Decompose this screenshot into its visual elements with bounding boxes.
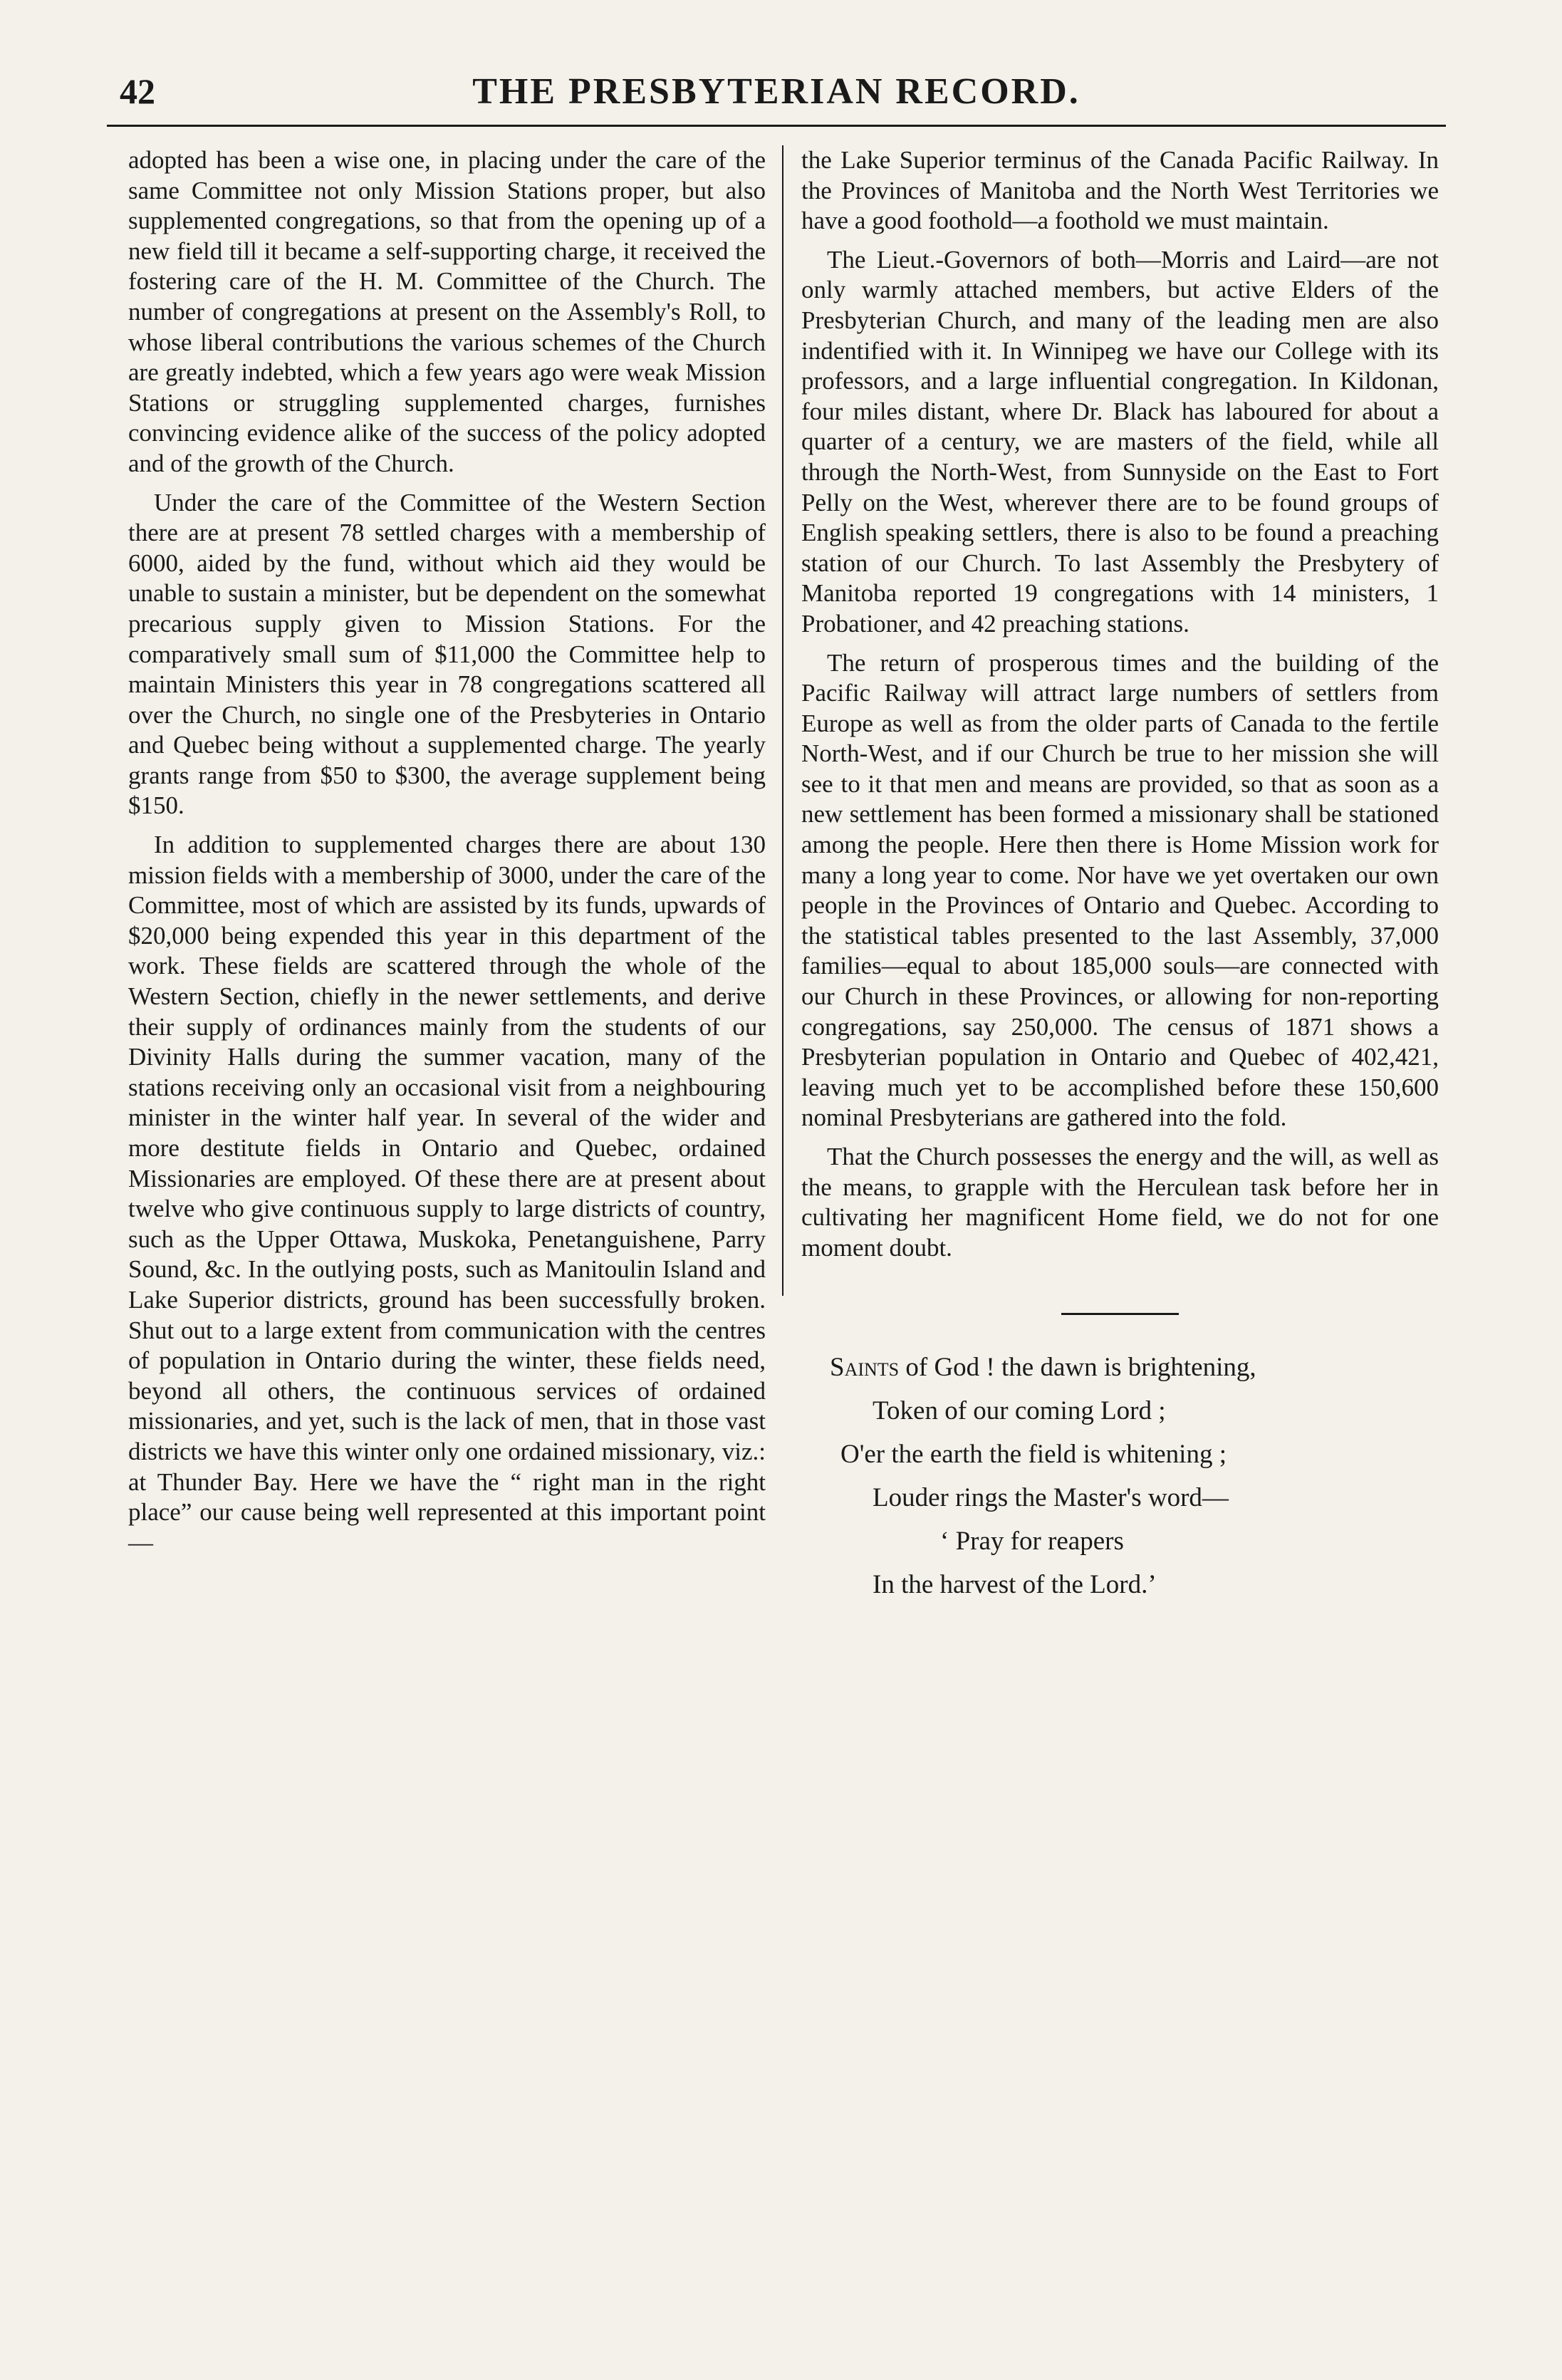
poem-line: In the harvest of the Lord.’: [873, 1570, 1157, 1600]
journal-page: [107, 68, 1446, 2319]
column-rule: [782, 145, 783, 1296]
paragraph: adopted has been a wise one, in placing under the care of the same Committee not only Mission Stations proper, but also supplemented congregations, so that from the opening up of a new field till it became a self-supporting charge, it received the fostering care of the H. M. Committee of the Church. The number of congregations at present on the Assembly's Roll, to whose liberal contributions the various schemes of the Church are greatly indebted, which a few years ago were weak Mission Stations or struggling supplemented charges, furnishes convincing evidence alike of the success of the policy adopted and of the growth of the Church.: [128, 146, 766, 477]
left-column: [128, 145, 766, 1566]
page-number: 42: [120, 71, 155, 111]
paragraph: The return of prosperous times and the building of the Pacific Railway will attract large numbers of settlers from Europe as well as from the older parts of Canada to the fertile North-West, and if our Church be true to her mission she will see to it that men and means are provided, so that as soon as a new settlement has been formed a missionary shall be stationed among the people. Here then there is Home Mission work for many a long year to come. Nor have we yet overtaken our own people in the Provinces of Ontario and Quebec. According to the statistical tables presented to the last Assembly, 37,000 families—equal to about 185,000 souls—are connected with our Church in these Provinces, or allowing for non-reporting congregations, say 250,000. The census of 1871 shows a Presbyterian population in Ontario and Quebec of 402,421, leaving much yet to be accomplished before these 150,600 nominal Presbyterians are gathered into the fold.: [801, 648, 1439, 1132]
right-column: [801, 145, 1439, 1613]
paragraph: Under the care of the Committee of the Western Section there are at present 78 settled charges with a membership of 6000, aided by the fund, without which aid they would be unable to sustain a minister, but be dependent on the somewhat precarious supply given to Mission Stations. For the comparatively small sum of $11,000 the Committee help to maintain Ministers this year in 78 congregations scattered all over the Church, no single one of the Presbyteries in Ontario and Quebec being without a supplemented charge. The yearly grants range from $50 to $300, the average supplement being $150.: [128, 488, 766, 820]
poem-line: Louder rings the Master's word—: [873, 1483, 1229, 1513]
page-header: [107, 68, 1446, 127]
poem-line: [801, 1352, 1439, 1383]
poem-line: Token of our coming Lord ;: [873, 1396, 1166, 1426]
poem-line: ‘ Pray for reapers: [940, 1527, 1124, 1557]
poem: [801, 1352, 1439, 1600]
paragraph: The Lieut.-Governors of both—Morris and Laird—are not only warmly attached members, but active Elders of the Presbyterian Church, and many of the leading men are also indentified with it. In Winnipeg we have our College with its professors, and a large influential congregation. In Kildonan, four miles distant, where Dr. Black has laboured for about a quarter of a century, we are masters of the field, while all through the North-West, from Sunnyside on the East to Fort Pelly on the West, wherever there are to be found groups of English speaking settlers, there is also to be found a preaching station of our Church. To last Assembly the Presbytery of Manitoba reported 19 congregations with 14 ministers, 1 Probationer, and 42 preaching stations.: [801, 245, 1439, 638]
section-divider: [1061, 1313, 1179, 1315]
poem-first-word: Saints: [830, 1353, 900, 1383]
paragraph: In addition to supplemented charges there are about 130 mission fields with a membership of 3000, under the care of the Committee, most of which are assisted by its funds, upwards of $20,000 being expended this year in this department of the work. These fields are scattered through the whole of the Western Section, chiefly in the newer settlements, and derive their supply of ordinances mainly from the students of our Divinity Halls during the summer vacation, many of the stations receiving only an occasional visit from a neighbouring minister in the winter half year. In several of the wider and more destitute fields in Ontario and Quebec, ordained Missionaries are employed. Of these there are at present about twelve who give continuous supply to large districts of country, such as the Upper Ottawa, Muskoka, Penetanguishene, Parry Sound, &c. In the outlying posts, such as Manitoulin Island and Lake Superior districts, ground has been successfully broken. Shut out to a large extent from communication with the centres of population in Ontario during the winter, these fields need, beyond all others, the continuous services of ordained missionaries, and yet, such is the lack of men, that in those vast districts we have this winter only one ordained missionary, viz.: at Thunder Bay. Here we have the “ right man in the right place” our cause being well represented at this important point—: [128, 831, 766, 1557]
poem-line: O'er the earth the field is whitening ;: [840, 1440, 1227, 1470]
article-columns: [107, 145, 1446, 2297]
running-title: THE PRESBYTERIAN RECORD.: [472, 71, 1081, 112]
poem-line-1-rest: of God ! the dawn is brightening,: [899, 1353, 1256, 1383]
paragraph: That the Church possesses the energy and the will, as well as the means, to grapple with the Herculean task before her in cultivating her magnificent Home field, we do not for one moment doubt.: [801, 1143, 1439, 1262]
paragraph: the Lake Superior terminus of the Canada Pacific Railway. In the Provinces of Manitoba and the North West Territories we have a good foothold—a foothold we must maintain.: [801, 146, 1439, 235]
